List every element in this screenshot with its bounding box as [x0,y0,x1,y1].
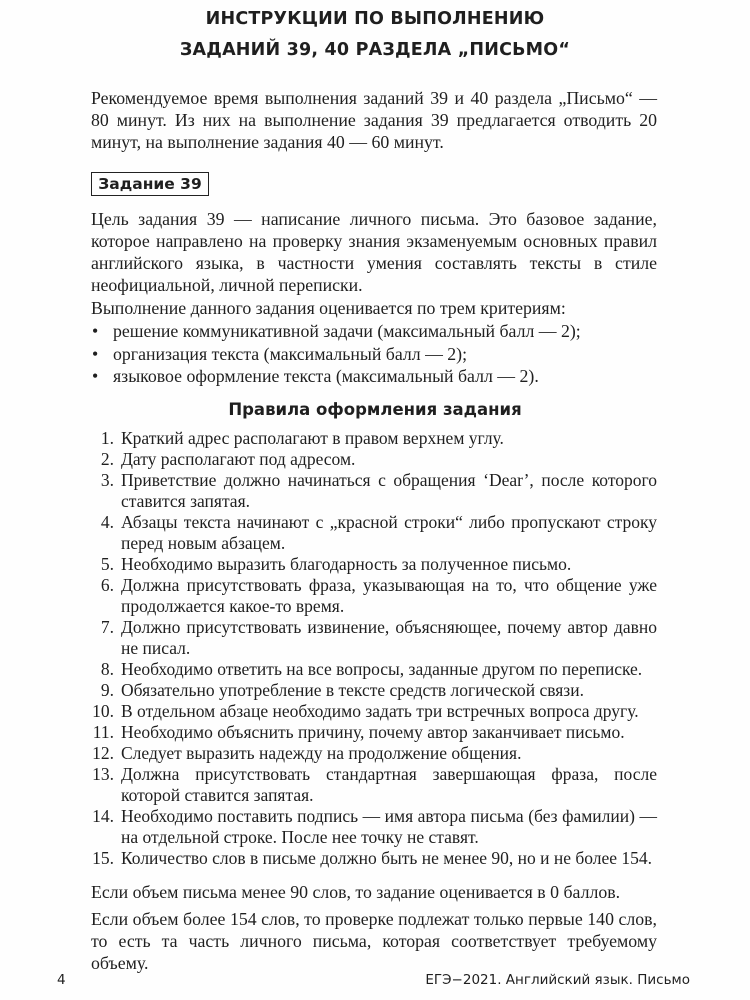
bullet-icon: • [92,366,99,386]
rule-item [83,680,657,701]
rule-item [83,554,657,575]
rule-text: Необходимо ответить на все вопросы, заданные другом по переписке. [121,659,643,679]
running-footer-title: ЕГЭ−2021. Английский язык. Письмо [425,972,690,988]
task-label-box: Задание 39 [91,172,209,196]
criteria-item-text: языковое оформление текста (максимальный балл — 2). [113,366,539,386]
rule-text: Обязательно употребление в тексте средств логической связи. [121,680,584,700]
rule-text: Дату располагают под адресом. [121,449,356,469]
rule-number: 6. [100,575,114,595]
rule-number: 12. [92,743,114,763]
intro-paragraph: Рекомендуемое время выполнения заданий 39 и 40 раздела „Письмо“ — 80 минут. Из них на выполнение задания 39 предлагается отводить 20 минут, на выполнение задания 40 — 60 минут. [91,88,657,152]
criteria-item [91,320,657,343]
rule-text: Необходимо поставить подпись — имя автора письма (без фамилии) — на отдельной строке. После нее точку не ставят. [121,806,657,847]
rule-item [83,449,657,470]
rule-item [83,428,657,449]
rule-item [83,470,657,512]
rule-number: 5. [100,554,114,574]
rules-list [83,428,657,869]
rule-item [83,848,657,869]
page-number: 4 [57,972,66,988]
rule-item [83,764,657,806]
rule-number: 2. [100,449,114,469]
rule-number: 7. [100,617,114,637]
rule-item [83,722,657,743]
criteria-intro: Выполнение данного задания оценивается по трем критериям: [91,298,566,318]
rule-text: В отдельном абзаце необходимо задать три встречных вопроса другу. [121,701,639,721]
rule-item [83,617,657,659]
rule-text: Абзацы текста начинают с „красной строки“ либо пропускают строку перед новым абзацем. [121,512,657,553]
rule-text: Должно присутствовать извинение, объясняющее, почему автор давно не писал. [121,617,657,658]
rule-text: Должна присутствовать фраза, указывающая на то, что общение уже продолжается какое-то время. [121,575,657,616]
rule-number: 3. [100,470,114,490]
bullet-icon: • [92,343,99,364]
rule-number: 4. [100,512,114,532]
rule-text: Приветствие должно начинаться с обращения ‘Dear’, после которого ставится запятая. [121,470,657,511]
goal-paragraph: Цель задания 39 — написание личного письма. Это базовое задание, которое направлено на проверку знания экзаменуемым основных правил английского языка, в частности умения составлять тексты в стиле неофициальной, личной переписки. [91,209,657,295]
criteria-item-text: организация текста (максимальный балл — 2); [113,343,468,364]
rule-text: Краткий адрес располагают в правом верхнем углу. [121,428,504,448]
rule-item [83,701,657,722]
rule-number: 11. [92,722,114,742]
rule-text: Количество слов в письме должно быть не менее 90, но и не более 154. [121,848,653,868]
page-title-line-1: ИНСТРУКЦИИ ПО ВЫПОЛНЕНИЮ [205,9,545,29]
criteria-item-text: решение коммуникативной задачи (максимальный балл — 2); [113,321,581,341]
criteria-list [91,320,657,388]
rule-item [83,806,657,848]
rule-item [83,512,657,554]
rule-number: 14. [92,806,114,826]
rule-number: 1. [100,428,114,448]
rule-text: Необходимо выразить благодарность за полученное письмо. [121,554,572,574]
bullet-icon: • [92,321,99,341]
rule-item [83,743,657,764]
rule-text: Необходимо объяснить причину, почему автор заканчивает письмо. [121,722,625,742]
rule-text: Должна присутствовать стандартная завершающая фраза, после которой ставится запятая. [121,764,657,805]
criteria-item [91,343,657,366]
rule-number: 10. [92,701,114,721]
criteria-item [91,365,657,388]
rule-item [83,575,657,617]
rule-number: 15. [92,848,114,868]
rules-heading: Правила оформления задания [228,400,522,419]
rule-number: 9. [100,680,114,700]
rule-number: 13. [92,764,114,784]
rule-item [83,659,657,680]
rule-text: Следует выразить надежду на продолжение общения. [121,743,522,763]
word-count-note-1: Если объем письма менее 90 слов, то задание оценивается в 0 баллов. [91,882,621,902]
rule-number: 8. [100,659,114,679]
page-title-line-2: ЗАДАНИЙ 39, 40 РАЗДЕЛА „ПИСЬМО“ [179,40,571,60]
word-count-note-2: Если объем более 154 слов, то проверке подлежат только первые 140 слов, то есть та часть личного письма, которая соответствует требуемому объему. [91,909,657,973]
